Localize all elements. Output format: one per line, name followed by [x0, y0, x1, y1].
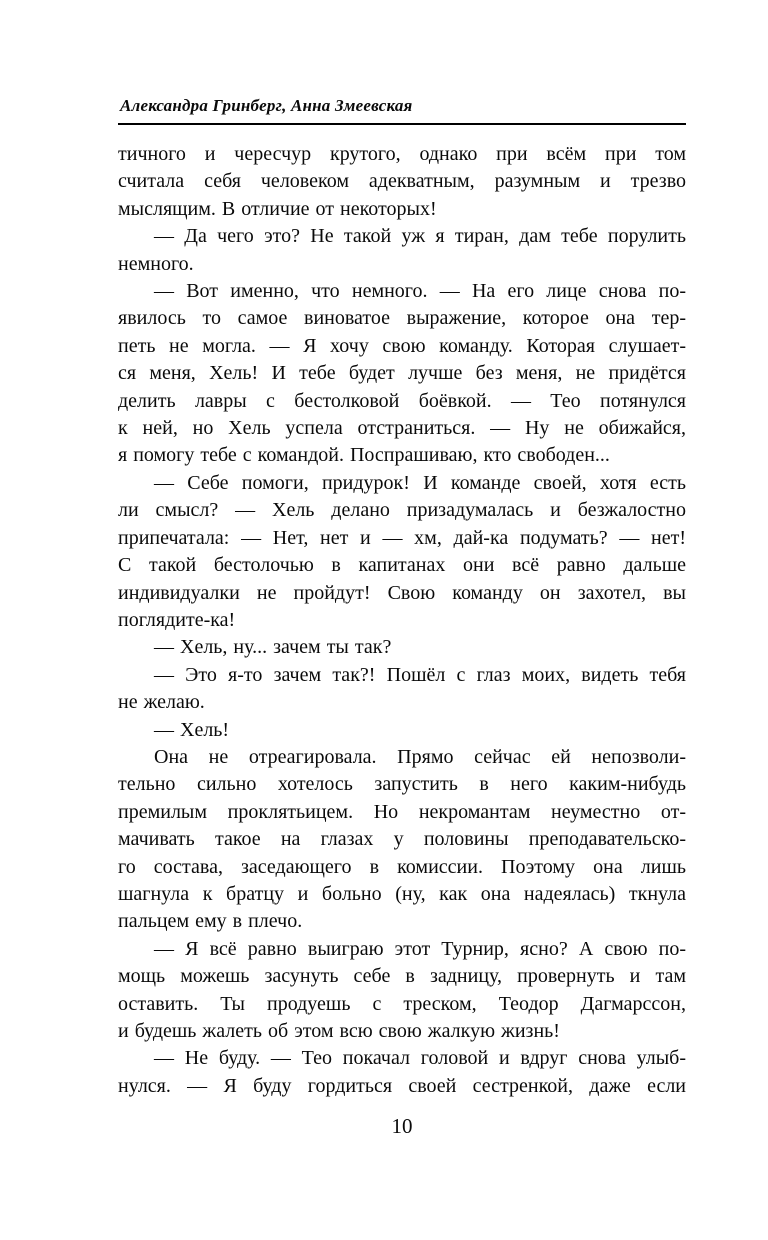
text-line: и будешь жалеть об этом всю свою жалкую жизнь!: [118, 1020, 560, 1042]
text-line: го состава, заседающего в комиссии. Поэтому она лишь: [118, 855, 686, 878]
text-line: петь не могла. — Я хочу свою команду. Которая слушает-: [118, 334, 686, 357]
text-line: мачивать такое на глазах у половины преподавательско-: [118, 828, 686, 851]
text-line: тельно сильно хотелось запустить в него каким-нибудь: [118, 773, 686, 796]
text-line: шагнула к братцу и больно (ну, как она надеялась) ткнула: [118, 882, 686, 905]
text-line: — Не буду. — Тео покачал головой и вдруг снова улыб-: [154, 1047, 686, 1070]
page-number: 10: [391, 1114, 413, 1139]
text-line: поглядите-ка!: [118, 608, 236, 631]
text-line: С такой бестолочью в капитанах они всё равно дальше: [118, 554, 686, 577]
header-rule: [118, 123, 686, 125]
text-line: к ней, но Хель успела отстраниться. — Ну не обижайся,: [118, 417, 686, 440]
text-line: — Я всё равно выиграю этот Турнир, ясно? А свою по-: [154, 937, 686, 960]
text-line: оставить. Ты продуешь с треском, Теодор Дагмарссон,: [118, 992, 686, 1015]
text-line: мощь можешь засунуть себе в задницу, провернуть и там: [118, 965, 686, 988]
text-line: тичного и чересчур крутого, однако при всём при том: [118, 143, 686, 165]
text-line: — Себе помоги, придурок! И команде своей, хотя есть: [154, 471, 686, 494]
text-line: делить лавры с бестолковой боёвкой. — Тео потянулся: [118, 389, 686, 412]
text-line: нулся. — Я буду гордиться своей сестренкой, даже если: [118, 1074, 686, 1097]
text-line: премилым проклятьицем. Но некромантам неуместно от-: [118, 800, 686, 823]
text-line: мыслящим. В отличие от некоторых!: [118, 197, 437, 220]
text-line: — Вот именно, что немного. — На его лице снова по-: [154, 280, 686, 303]
text-line: немного.: [118, 252, 194, 275]
text-line: Она не отреагировала. Прямо сейчас ей непозволи-: [154, 745, 686, 768]
text-line: считала себя человеком адекватным, разумным и трезво: [118, 170, 686, 193]
text-line: ли смысл? — Хель делано призадумалась и безжалостно: [118, 499, 686, 522]
text-line: — Да чего это? Не такой уж я тиран, дам тебе порулить: [154, 225, 686, 248]
author-line: Александра Гринберг, Анна Змеевская: [120, 96, 413, 115]
text-line: пальцем ему в плечо.: [118, 910, 303, 933]
text-line: припечатала: — Нет, нет и — хм, дай-ка подумать? — нет!: [118, 526, 686, 549]
text-line: ся меня, Хель! И тебе будет лучше без меня, не придётся: [118, 362, 686, 385]
text-line: — Хель!: [154, 718, 230, 741]
text-line: я помогу тебе с командой. Поспрашиваю, кто свободен...: [118, 444, 610, 467]
text-line: индивидуалки не пройдут! Свою команду он захотел, вы: [118, 581, 686, 604]
body-text: [118, 141, 686, 1100]
page-header: [118, 96, 686, 125]
text-line: — Это я-то зачем так?! Пошёл с глаз моих, видеть тебя: [154, 663, 686, 686]
text-line: не желаю.: [118, 691, 205, 714]
text-line: — Хель, ну... зачем ты так?: [154, 636, 392, 659]
text-line: явилось то самое виноватое выражение, которое она тер-: [118, 307, 686, 330]
